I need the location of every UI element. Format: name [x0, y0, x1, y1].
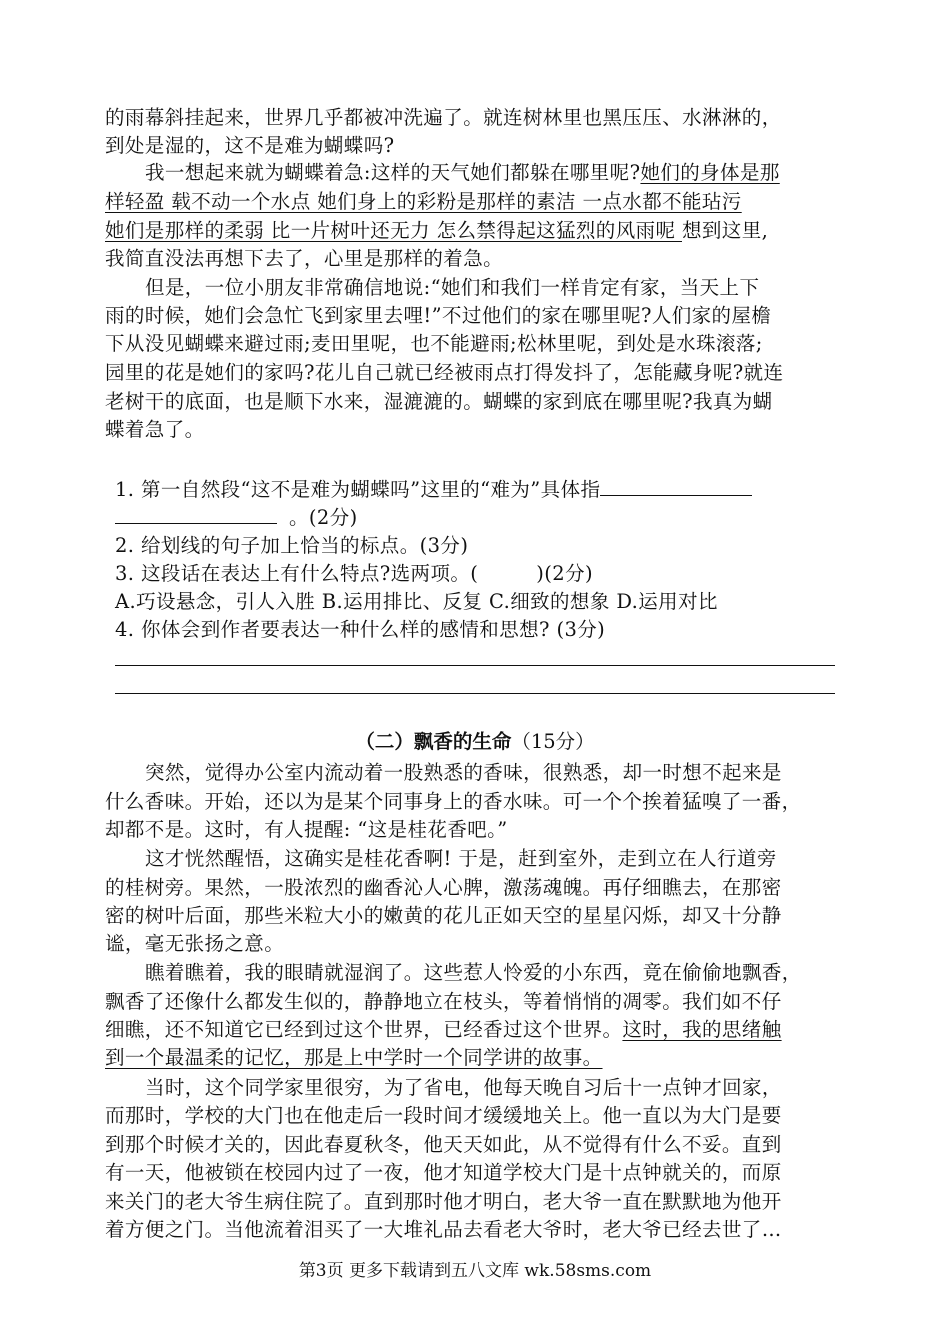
passage2-line: 到那个时候才关的，因此春夏秋冬，他天天如此，从不觉得有什么不妥。直到 — [105, 1133, 782, 1156]
passage2-line: 什么香味。开始，还以为是某个同事身上的香水味。可一个个挨着猛嗅了一番， — [105, 790, 802, 813]
passage2-line: 瞧着瞧着，我的眼睛就湿润了。这些惹人怜爱的小东西，竟在偷偷地飘香， — [145, 961, 802, 984]
passage1-text: 我一想起来就为蝴蝶着急:这样的天气她们都躲在哪里呢? — [145, 161, 641, 184]
section-score: （15分） — [511, 730, 595, 753]
passage1-line: 到处是湿的，这不是难为蝴蝶吗? — [105, 134, 395, 157]
passage1-line: 但是，一位小朋友非常确信地说:“她们和我们一样肯定有家，当天上下 — [145, 276, 760, 299]
passage1-line: 下从没见蝴蝶来避过雨;麦田里呢，也不能避雨;松林里呢，到处是水珠滚落; — [105, 332, 763, 355]
answer-line[interactable] — [115, 693, 835, 694]
passage1-line: 我简直没法再想下去了，心里是那样的着急。 — [105, 247, 504, 270]
question-3-score: )(2分) — [536, 562, 594, 585]
passage1-line: 园里的花是她们的家吗?花儿自己就已经被雨点打得发抖了，怎能藏身呢?就连 — [105, 361, 784, 384]
passage1-line: 雨的时候，她们会急忙飞到家里去哩!”不过他们的家在哪里呢?人们家的屋檐 — [105, 304, 772, 327]
question-1 — [115, 475, 850, 505]
underlined-sentence: 到一个最温柔的记忆，那是上中学时一个同学讲的故事。 — [105, 1046, 603, 1069]
underlined-sentence: 样轻盈 载不动一个水点 她们身上的彩粉是那样的素洁 一点水都不能玷污 — [105, 190, 742, 213]
passage2-line: 有一天，他被锁在校园内过了一夜，他才知道学校大门是十点钟就关的，而原 — [105, 1161, 782, 1184]
underlined-sentence: 这时，我的思绪触 — [622, 1018, 782, 1041]
passage2-line: 密的树叶后面，那些米粒大小的嫩黄的花儿正如天空的星星闪烁，却又十分静 — [105, 904, 782, 927]
passage2-line: 这才恍然醒悟，这确实是桂花香啊! 于是，赶到室外，走到立在人行道旁 — [145, 847, 777, 870]
passage2-line: 却都不是。这时，有人提醒: “这是桂花香吧。” — [105, 818, 508, 841]
question-1-cont — [115, 503, 850, 533]
section-title-text: （二）飘香的生命 — [355, 730, 512, 753]
passage1-line — [105, 216, 850, 246]
passage1-line: 蝶着急了。 — [105, 418, 205, 441]
passage2-line — [105, 1015, 850, 1045]
underlined-sentence: 她们的身体是那 — [640, 161, 780, 184]
question-3-text: 3. 这段话在表达上有什么特点?选两项。( — [115, 562, 479, 585]
question-1-text: 1. 第一自然段“这不是难为蝴蝶吗”这里的“难为”具体指 — [115, 478, 601, 501]
question-3 — [115, 559, 850, 589]
passage2-line: 当时，这个同学家里很穷，为了省电，他每天晚自习后十一点钟才回家， — [145, 1076, 782, 1099]
passage2-line: 来关门的老大爷生病住院了。直到那时他才明白，老大爷一直在默默地为他开 — [105, 1190, 782, 1213]
passage2-text: 细瞧，还不知道它已经到过这个世界，已经香过这个世界。 — [105, 1018, 623, 1041]
answer-blank[interactable] — [600, 477, 752, 496]
answer-blank[interactable] — [115, 505, 277, 524]
question-4: 4. 你体会到作者要表达一种什么样的感情和思想? (3分) — [115, 618, 606, 641]
passage2-line: 谧，毫无张扬之意。 — [105, 932, 285, 955]
question-1-score: 。(2分) — [289, 506, 358, 529]
question-3-options: A.巧设悬念，引人入胜 B.运用排比、反复 C.细致的想象 D.运用对比 — [115, 590, 718, 613]
passage2-line: 的桂树旁。果然，一股浓烈的幽香沁人心脾，激荡魂魄。再仔细瞧去，在那密 — [105, 876, 782, 899]
underlined-sentence: 她们是那样的柔弱 比一片树叶还无力 怎么禁得起这猛烈的风雨呢 — [105, 219, 682, 242]
passage2-line: 着方便之门。当他流着泪买了一大堆礼品去看老大爷时，老大爷已经去世了… — [105, 1218, 782, 1241]
page-footer: 第3页 更多下载请到五八文库 wk.58sms.com — [298, 1261, 652, 1281]
section-title — [0, 727, 950, 757]
passage1-line — [105, 158, 850, 188]
passage2-line: 而那时，学校的大门也在他走后一段时间才缓缓地关上。他一直以为大门是要 — [105, 1104, 782, 1127]
passage2-line: 突然，觉得办公室内流动着一股熟悉的香味，很熟悉，却一时想不起来是 — [145, 761, 782, 784]
question-2: 2. 给划线的句子加上恰当的标点。(3分) — [115, 534, 469, 557]
passage1-line: 老树干的底面，也是顺下水来，湿漉漉的。蝴蝶的家到底在哪里呢?我真为蝴 — [105, 390, 773, 413]
passage2-line: 飘香了还像什么都发生似的，静静地立在枝头，等着悄悄的凋零。我们如不仔 — [105, 990, 782, 1013]
answer-line[interactable] — [115, 665, 835, 666]
passage1-text: 想到这里, — [682, 219, 769, 242]
passage1-line: 的雨幕斜挂起来，世界几乎都被冲洗遍了。就连树林里也黑压压、水淋淋的， — [105, 106, 782, 129]
